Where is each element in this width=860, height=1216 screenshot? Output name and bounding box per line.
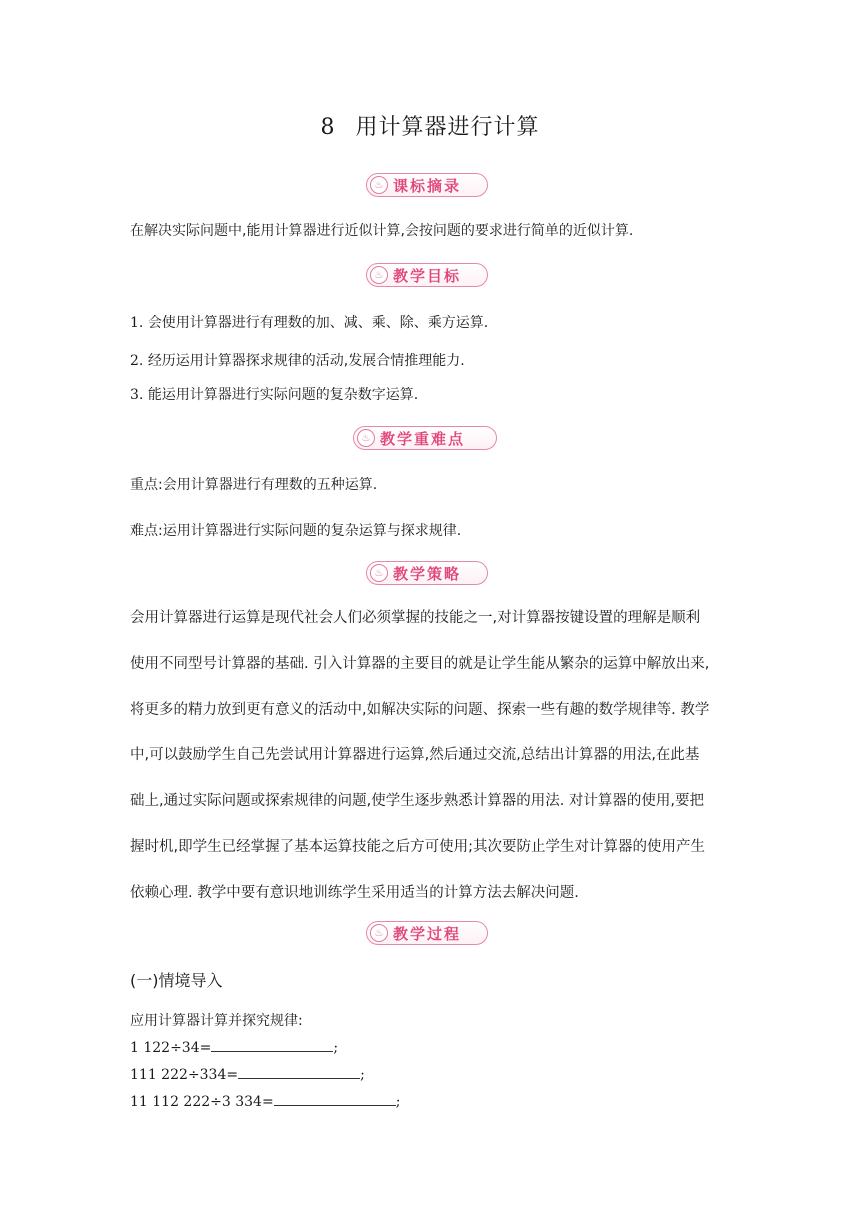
badge-label: 教学重难点 bbox=[380, 429, 466, 448]
badge-label: 教学策略 bbox=[393, 564, 462, 583]
exercise-expression: 1 122÷34= bbox=[130, 1040, 212, 1056]
exercise-expression: 11 112 222÷3 334= bbox=[130, 1094, 274, 1110]
standard-text: 在解决实际问题中,能用计算器进行近似计算,会按问题的要求进行简单的近似计算. bbox=[130, 223, 634, 239]
exercise-line: 1 122÷34= ; bbox=[130, 1037, 338, 1056]
title-text: 用计算器进行计算 bbox=[355, 115, 540, 140]
key-point: 重点:会用计算器进行有理数的五种运算. bbox=[130, 477, 378, 493]
lamp-icon: ♨ bbox=[370, 266, 388, 284]
section-badge-strategy bbox=[366, 561, 488, 585]
lamp-icon: ♨ bbox=[357, 429, 375, 447]
strategy-line: 会用计算器进行运算是现代社会人们必须掌握的技能之一,对计算器按键设置的理解是顺利 bbox=[130, 610, 701, 626]
section-badge-process bbox=[366, 921, 488, 945]
strategy-line: 依赖心理. 教学中要有意识地训练学生采用适当的计算方法去解决问题. bbox=[130, 884, 579, 901]
process-heading: (一)情境导入 bbox=[130, 971, 223, 990]
strategy-line: 础上,通过实际问题或探索规律的问题,使学生逐步熟悉计算器的用法. 对计算器的使用,要把 bbox=[130, 793, 705, 810]
exercise-line: 11 112 222÷3 334= ; bbox=[130, 1091, 400, 1110]
section-badge-goals bbox=[366, 263, 488, 287]
page-title bbox=[0, 110, 860, 141]
section-badge-key-points bbox=[353, 426, 497, 450]
strategy-line: 使用不同型号计算器的基础. 引入计算器的主要目的就是让学生能从繁杂的运算中解放出来, bbox=[130, 655, 710, 672]
goal-item: 1. 会使用计算器进行有理数的加、减、乘、除、乘方运算. bbox=[130, 315, 489, 331]
strategy-paragraph bbox=[130, 596, 730, 917]
answer-blank[interactable] bbox=[238, 1064, 360, 1079]
section-number: 8 bbox=[320, 115, 336, 140]
goal-item: 2. 经历运用计算器探求规律的活动,发展合情推理能力. bbox=[130, 353, 465, 369]
strategy-line: 将更多的精力放到更有意义的活动中,如解决实际的问题、探索一些有趣的数学规律等. 教学 bbox=[130, 701, 710, 718]
badge-label: 课标摘录 bbox=[393, 176, 462, 195]
process-intro: 应用计算器计算并探究规律: bbox=[130, 1013, 303, 1029]
answer-blank[interactable] bbox=[211, 1037, 333, 1052]
strategy-line: 中,可以鼓励学生自己先尝试用计算器进行运算,然后通过交流,总结出计算器的用法,在此基 bbox=[130, 747, 700, 764]
difficult-point: 难点:运用计算器进行实际问题的复杂运算与探求规律. bbox=[130, 523, 462, 539]
answer-blank[interactable] bbox=[274, 1091, 396, 1106]
lamp-icon: ♨ bbox=[370, 176, 388, 194]
exercise-expression: 111 222÷334= bbox=[130, 1067, 239, 1083]
section-badge-standard bbox=[366, 173, 488, 197]
lamp-icon: ♨ bbox=[370, 564, 388, 582]
goal-item: 3. 能运用计算器进行实际问题的复杂数字运算. bbox=[130, 387, 419, 403]
badge-label: 教学过程 bbox=[393, 924, 462, 943]
lamp-icon: ♨ bbox=[370, 924, 388, 942]
strategy-line: 握时机,即学生已经掌握了基本运算技能之后方可使用;其次要防止学生对计算器的使用产生 bbox=[130, 838, 705, 855]
badge-label: 教学目标 bbox=[393, 266, 462, 285]
exercise-line: 111 222÷334= ; bbox=[130, 1064, 365, 1083]
